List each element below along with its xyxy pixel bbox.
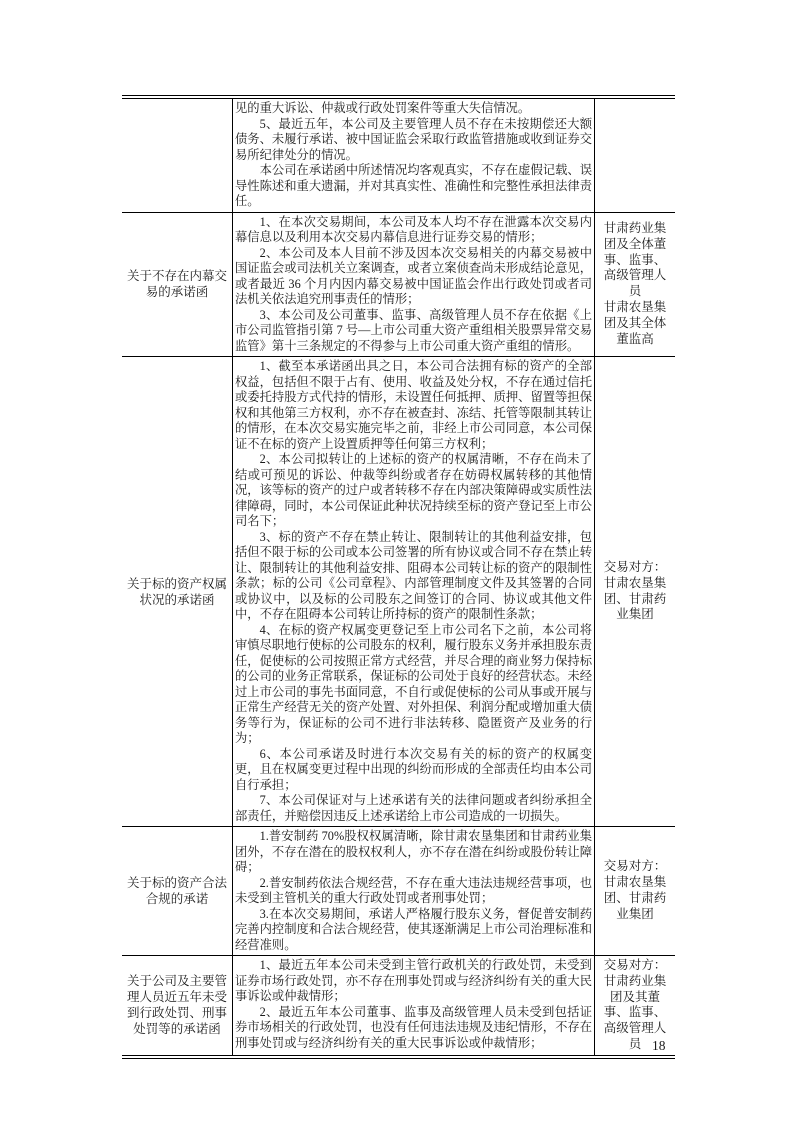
party-line: 团及全体董 (603, 236, 667, 251)
commitment-party-cell (595, 827, 675, 955)
commitment-name-line: 易的承诺函 (145, 285, 209, 300)
commitment-name-line: 理人员近五年未受 (126, 990, 227, 1005)
party-line: 甘肃药业集 (603, 973, 667, 988)
party-line: 高级管理人 (603, 1021, 667, 1036)
party-line: 甘肃药业集 (603, 221, 667, 236)
commitment-name-line: 关于公司及主要管 (126, 974, 227, 989)
commitment-name-cell (122, 99, 233, 212)
commitment-name-line: 状况的承诺函 (139, 592, 215, 607)
party-line: 业集团 (616, 607, 654, 622)
commitment-name-cell (122, 357, 233, 826)
paragraph: 1、截至本承诺函出具之日，本公司合法拥有标的资产的全部权益，包括但不限于占有、使用、收益及处分权，不存在通过信托或委托持股方式代持的情形，未设置任何抵押、质押、留置等担保权和其他第三方权利，亦不存在被查封、冻结、托管等限制其转让的情形，在本次交易实施完毕之前，非经上市公司同意，本公司保证不在标的资产上设置质押等任何第三方权利； (235, 359, 592, 451)
paragraph: 2、最近五年本公司董事、监事及高级管理人员未受到包括证券市场相关的行政处罚，也没有任何违法违规及违纪情形，不存在刑事处罚或与经济纠纷有关的重大民事诉讼或仲裁情形； (235, 1004, 592, 1050)
paragraph: 2、本公司拟转让的上述标的资产的权属清晰，不存在尚未了结或可预见的诉讼、仲裁等纠纷或者存在妨碍权属转移的其他情况，该等标的资产的过户或者转移不存在内部决策障碍或实质性法律障碍，同时，本公司保证此种状况持续至标的资产登记至上市公司名下； (235, 452, 592, 528)
commitment-party-cell (595, 213, 675, 357)
party-line: 事、监事、 (603, 1005, 667, 1020)
paragraph: 本公司在承诺函中所述情况均客观真实，不存在虚假记载、误导性陈述和重大遗漏，并对其真实性、准确性和完整性承担法律责任。 (235, 163, 592, 208)
party-line: 交易对方： (603, 559, 667, 574)
paragraph: 1、在本次交易期间，本公司及本人均不存在泄露本次交易内幕信息以及利用本次交易内幕信息进行证券交易的情形； (235, 214, 592, 244)
party-line: 交易对方： (603, 859, 667, 874)
commitment-name-cell (122, 213, 233, 357)
paragraph: 3.在本次交易期间，承诺人严格履行股东义务，督促普安制药完善内控制度和合法合规经营，使其逐渐满足上市公司治理标准和经营准则。 (235, 906, 592, 952)
party-line: 团、甘肃药 (603, 591, 667, 606)
table-row (122, 956, 675, 1055)
table-row (122, 213, 675, 358)
commitments-table (122, 95, 675, 1059)
party-line: 甘肃农垦集 (603, 875, 667, 890)
commitment-content-cell (233, 827, 595, 955)
party-line: 团及其董 (609, 989, 660, 1004)
commitment-party-cell (595, 357, 675, 826)
paragraph: 1、最近五年本公司未受到主管行政机关的行政处罚，未受到证券市场行政处罚，亦不存在刑事处罚或与经济纠纷有关的重大民事诉讼或仲裁情形； (235, 958, 592, 1003)
party-line: 高级管理人 (603, 268, 667, 283)
commitment-name-cell (122, 827, 233, 955)
party-line: 事、监事、 (603, 252, 667, 267)
commitment-party-cell (595, 99, 675, 212)
paragraph: 3、标的资产不存在禁止转让、限制转让的其他利益安排，包括但不限于标的公司或本公司签署的所有协议或合同不存在禁止转让、限制转让的其他利益安排、阻碍本公司转让标的资产的限制性条款；标的公司《公司章程》、内部管理制度文件及其签署的合同或协议中，以及标的公司股东之间签订的合同、协议或其他文件中，不存在阻碍本公司转让所持标的资产的限制性条款； (235, 529, 592, 621)
party-line: 董监高 (616, 331, 654, 346)
paragraph: 2.普安制药依法合规经营，不存在重大违法违规经营事项，也未受到主管机关的重大行政处罚或者刑事处罚； (235, 875, 592, 905)
commitment-name-line: 关于标的资产合法 (126, 876, 227, 890)
paragraph: 见的重大诉讼、仲裁或行政处罚案件等重大失信情况。 (235, 101, 531, 115)
commitment-content-cell (233, 956, 595, 1055)
commitment-name-line: 处罚等的承诺函 (133, 1022, 221, 1037)
commitment-name-cell (122, 956, 233, 1055)
table-row (122, 827, 675, 956)
commitment-content-cell (233, 99, 595, 212)
paragraph: 3、本公司及公司董事、监事、高级管理人员不存在依据《上市公司监管指引第 7 号—上市公司重大资产重组相关股票异常交易监管》第十三条规定的不得参与上市公司重大资产重组的情形。 (235, 307, 592, 353)
party-line: 员 (628, 1036, 642, 1051)
commitment-name-line: 关于标的资产权属 (126, 576, 227, 591)
party-line: 交易对方： (603, 958, 667, 972)
commitment-content-cell (233, 213, 595, 357)
paragraph: 6、本公司承诺及时进行本次交易有关的标的资产的权属变更，且在权属变更过程中出现的纠纷而形成的全部责任均由本公司自行承担； (235, 746, 592, 792)
party-line: 员 (628, 284, 642, 299)
commitment-name-line: 关于不存在内幕交 (126, 269, 227, 284)
paragraph: 1.普安制药 70%股权权属清晰，除甘肃农垦集团和甘肃药业集团外，不存在潜在的股权权利人，亦不存在潜在纠纷或股份转让障碍； (235, 829, 592, 874)
party-line: 甘肃农垦集 (603, 575, 667, 590)
party-line: 团、甘肃药 (603, 891, 667, 905)
page-number: 18 (652, 1038, 666, 1053)
party-line: 甘肃农垦集 (603, 300, 667, 315)
commitment-name-line: 合规的承诺 (145, 892, 209, 906)
paragraph: 4、在标的资产权属变更登记至上市公司名下之前，本公司将审慎尽职地行使标的公司股东的权利，履行股东义务并承担股东责任，促使标的公司按照正常方式经营，并尽合理的商业努力保持标的公司的业务正常联系，保证标的公司处于良好的经营状态。未经过上市公司的事先书面同意，不自行或促使标的公司从事或开展与正常生产经营无关的资产处置、对外担保、利润分配或增加重大债务等行为，保证标的公司不进行非法转移、隐匿资产及业务的行为； (235, 622, 592, 745)
party-line: 业集团 (616, 906, 654, 921)
table-row (122, 357, 675, 827)
commitment-content-cell (233, 357, 595, 826)
paragraph: 2、本公司及本人目前不涉及因本次交易相关的内幕交易被中国证监会或司法机关立案调查，或者立案侦查尚未形成结论意见，或者最近 36 个月内因内幕交易被中国证监会作出行政处罚或者司法机关依法追究刑事责任的情形； (235, 245, 592, 306)
commitment-name-line: 到行政处罚、刑事 (126, 1006, 227, 1021)
party-line: 团及其全体 (603, 315, 667, 330)
paragraph: 7、本公司保证对与上述承诺有关的法律问题或者纠纷承担全部责任，并赔偿因违反上述承诺给上市公司造成的一切损失。 (235, 793, 592, 823)
table-row (122, 99, 675, 213)
paragraph: 5、最近五年，本公司及主要管理人员不存在未按期偿还大额债务、未履行承诺、被中国证监会采取行政监管措施或收到证券交易所纪律处分的情况。 (235, 116, 592, 162)
